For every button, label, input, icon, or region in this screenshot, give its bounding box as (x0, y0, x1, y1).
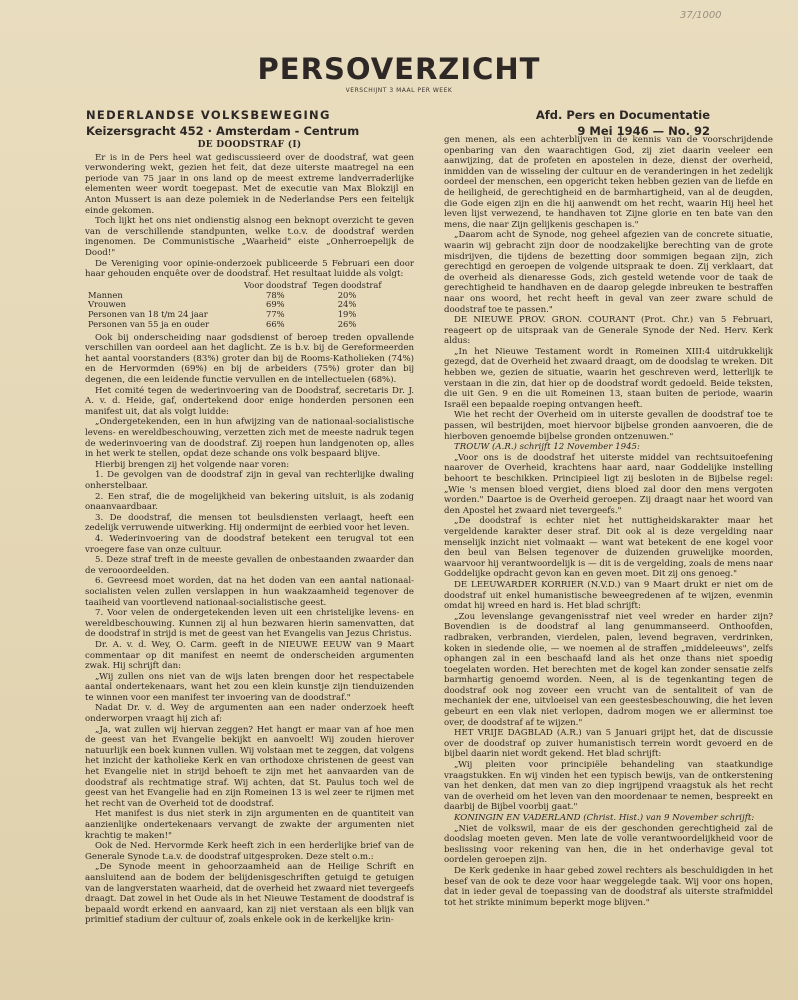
quote-paragraph: „Voor ons is de doodstraf het uiterste middel van rechtsuitoefening naarover de Overheid, krachtens haar aard, naar Goddelijke instelling behoort te beschikken. Principieel ligt zij besloten in de Bijbelse regel: „Wie 's mensen bloed vergiet, diens bloed zal door den mens vergoten worden." Daartoe is de Overheid geroepen. Zij draagt naar het woord van den Apostel het zwaard niet tevergeefs." (444, 452, 773, 516)
quote-paragraph: „Ondergetekenden, een in hun afwijzing van de nationaal-socialistische levens- en wereldbeschouwing, verzetten zich met de meeste nadruk tegen de wederinvoering van de doodstraf. Zij roepen hun landgenoten op, alles in het werk te stellen, opdat deze schande ons volk bespaard blijve. (85, 417, 414, 460)
list-item: 3. De doodstraf, die mensen tot beulsdiensten verlaagt, heeft een zedelijk verruwende uitwerking. Hij ondermijnt de eerbied voor het leven. (85, 512, 414, 534)
paragraph: Het comité tegen de wederinvoering van de Doodstraf, secretaris Dr. J. A. v. d. Heide, gaf, ondertekend door enige honderden personen een manifest uit, dat als volgt luidde: (85, 385, 414, 417)
article-title: DE DOODSTRAF (I) (197, 140, 302, 150)
poll-label: Personen van 18 t/m 24 jaar (88, 309, 208, 320)
poll-against: 19% (337, 309, 357, 320)
poll-label: Mannen (88, 289, 123, 300)
paragraph: De Kerk gedenke in haar gebed zowel rechters als beschuldigden in het besef van de ook te deze voor haar weggelegde taak. Wij voor ons hopen, dat in ieder geval de toepassing van de doodstraf als uiterste strafmiddel tot het strikte minimum beperkt moge blijven." (444, 865, 773, 908)
masthead-title: PERSOVERZICHT (257, 52, 541, 86)
quote-paragraph: „Zou levenslange gevangenisstraf niet veel wreder en harder zijn? Bovendien is de doodstraf al lang genummanseerd. Onthoofden, radbraken, verbranden, vierdelen, palen, levend begraven, verdrinken, koken in siedende olie, — we noemen al de straffen „middeleeuws", zelfs ophangen zal in een beschaafd land als het onze thans niet spoedig toegelaten worden. Het berechten met de kogel kan zonder sensatie zelfs barmhartig genoemd worden. Neen, al is de tegenkanting tegen de doodstraf ook nog zoveer een vrucht van de sentaliteit of van de mechaniek der ene, uitvloeisel van een geestesbeschouwing, die het leven gebeurt en een vlak niet verlopen, dadrom mogen we er allerminst toe over, de doodstraf af te wijzen." (444, 611, 773, 728)
paragraph: gen menen, als een achterblijven in de kennis van de voorschrijdende openbaring van den waarachtigen God, zij ziet daarin veeleer een aanwijzing, dat de profeten en apostelen in deze, dienst der overheid, inmidden van de wisseling der cultuur en de veranderingen in het zedelijk oordeel der menschen, een opgericht teken hebben gezien van de liefde en de heiligheid, de gerechtigheid en de barmhartigheid, van al de deugden, die Gode eigen zijn en die hij aanwendt om het recht, waarin Hij heel het leven lijst verwezend, te handhaven tot Zijne glorie en ten bate van den mens, die naar Zijn gelijkenis geschapen is." (444, 135, 773, 230)
paragraph: Ook de Ned. Hervormde Kerk heeft zich in een herderlijke brief van de Generale Synode t.a.v. de doodstraf uitgesproken. Deze stelt o.m.: (85, 841, 414, 862)
organization-block (86, 107, 359, 139)
poll-table (85, 281, 384, 330)
quote-paragraph: „Ja, wat zullen wij hiervan zeggen? Het hangt er maar van af hoe men de geest van het Evangelie bekijkt en aanvoelt! Wij zouden hierover natuurlijk een boek kunnen vullen. Wij volstaan met te zeggen, dat volgens het inzicht der katholieke Kerk en van orthodoxe christenen de geest van het Evangelie niet in strijd behoeft te zijn met het aanvaarden van de doodstraf als rechtmatige straf. Wij achten, dat St. Paulus toch wel de geest van het Evangelie had en zijn Romeinen 13 is wel zeer te rijmen met het recht van de Overheid tot de doodstraf. (85, 724, 414, 809)
list-item: 6. Gevreesd moet worden, dat na het doden van een aantal nationaal-socialisten velen zullen verslappen in hun waakzaamheid tegenover de taaiheid van voortlevend nationaal-socialistische geest. (85, 576, 414, 608)
paragraph: Ook bij onderscheiding naar godsdienst of beroep treden opvallende verschillen van oordeel aan het daglicht. Ze is b.v. bij de Gereformeerden het aantal voorstanders (83%) groter dan bij de Rooms-Katholieken (74%) en de Hervormden (69%) en bij de arbeiders (75%) groter dan bij degenen, die een leidende functie vervullen en de intellectuelen (68%). (85, 332, 414, 386)
quote-paragraph: „De doodstraf is echter niet het nuttigheidskarakter maar het vergeldende karakter deser straf. Dit ook al is deze vergelding naar menselijk inzicht niet volmaakt — want wat betekent de ene kogel voor den beul van Belsen tegenover de duizenden gruwelijke moorden, waarvoor hij verantwoordelijk is — dit is de vergelding, zoals de mens naar Goddelijke opdracht gevon kan en geven moet. Dit zij ons genoeg." (444, 516, 773, 580)
list-item: 2. Een straf, die de mogelijkheid van bekering uitsluit, is als zodanig onaanvaardbaar. (85, 491, 414, 513)
quote-paragraph: „Wij zullen ons niet van de wijs laten brengen door het respectabele aantal ondertekenaars, want het zou een klein kunstje zijn tienduizenden te winnen voor een manifest ter invoering van de doodstraf." (85, 671, 414, 703)
source-paragraph: DE LEEUWARDER KORRIER (N.V.D.) van 9 Maart drukt er niet om de doodstraf uit enkel humanistische beweegredenen af te wijzen, evenmin omdat hij wreed en hard is. Het blad schrijft: (444, 579, 773, 612)
department-name: Afd. Pers en Documentatie (535, 108, 710, 122)
poll-label: Personen van 55 ja en ouder (88, 318, 210, 329)
quote-paragraph: „In het Nieuwe Testament wordt in Romeinen XIII:4 uitdrukkelijk gezegd, dat de Overheid het zwaard draagt, om de doodslag te wreken. Dit hebben we, gezien de situatie, waarin het geschreven werd, letterlijk te verstaan in die zin, dat hier op de doodstraf wordt gedoeld. Beide teksten, die uit Gen. 9 en die uit Romeinen 13, staan buiten de periode, waarin Israël een bepaalde roeping ontvangen heeft. (444, 346, 773, 410)
quote-paragraph: „Wij pleiten voor principiële behandeling van staatkundige vraagstukken. En wij vinden het een typisch bewijs, van de ontkerstening van het denken, dat men van zo diep ingrijpend vraagstuk als het recht van de overheid om het leven van den moordenaar te nemen, bespreekt en daarbij de Bijbel voorbij gaat." (444, 760, 773, 813)
paragraph: Er is in de Pers heel wat gediscussieerd over de doodstraf, wat geen verwondering wekt, gezien het feit, dat deze uiterste maatregel na een periode van 75 jaar in ons land op de meest extreme landverraderlijke elementen weer wordt toegepast. Met de executie van Max Blokzijl en Anton Mussert is aan deze polemiek in de Nederlandse Pers een feitelijk einde gekomen. (85, 152, 414, 216)
organization-address: Keizersgracht 452 · Amsterdam - Centrum (86, 124, 360, 138)
right-column (444, 135, 773, 908)
poll-against: 26% (337, 318, 357, 329)
poll-for: 66% (265, 318, 285, 329)
poll-against: 20% (337, 289, 357, 300)
paragraph: Dr. A. v. d. Wey, O. Carm. geeft in de NIEUWE EEUW van 9 Maart commentaar op dit manifest en neemt de onderscheiden argumenten zwak. Hij schrijft dan: (85, 639, 414, 672)
poll-col-against: Tegen doodstraf (312, 279, 382, 290)
list-item: 4. Wederinvoering van de doodstraf betekent een terugval tot een vroegere fase van onze cultuur. (85, 533, 414, 555)
organization-name: NEDERLANDSE VOLKSBEWEGING (86, 108, 331, 122)
poll-col-for: Voor doodstraf (244, 279, 307, 290)
list-item: 7. Voor velen de ondergetekenden leven uit een christelijke levens- en wereldbeschouwing. Kunnen zij al hun bezwaren hierin samenvatten, dat de doodstraf in strijd is met de geest van het Evangelis van Jezus Christus. (85, 608, 414, 640)
paragraph: Toch lijkt het ons niet ondienstig alsnog een beknopt overzicht te geven van de verschillende standpunten, welke t.o.v. de doodstraf werden ingenomen. De Communistische „Waarheid" eiste „Onherroepelijk de Dood!" (85, 216, 414, 258)
quote-paragraph: „Daarom acht de Synode, nog geheel afgezien van de concrete situatie, waarin wij gebracht zijn door de noodzakelijke berechting van de grote misdrijven, die tijdens de bezetting door sommigen begaan zijn, zich gerechtigd en geroepen de volgende uitspraak te doen. Zij verklaart, dat de overheid als dienaresse Gods, zich gesteld wetende voor de taak de gerechtigheid te handhaven en de daarop gelegde inbreuken te bestraffen naar ons woord, het recht heeft in geval van zeer zware schuld de doodstraf toe te passen." (444, 230, 773, 315)
list-item: 1. De gevolgen van de doodstraf zijn in geval van rechterlijke dwaling onherstelbaar. (85, 470, 414, 492)
paragraph: Het manifest is dus niet sterk in zijn argumenten en de quantiteit van aanzienlijke ondertekenaars vervangt de zwakte der argumenten niet krachtig te maken!" (85, 809, 414, 841)
paragraph: Nadat Dr. v. d. Wey de argumenten aan een nader onderzoek heeft onderworpen vraagt hij zich af: (85, 703, 414, 725)
source-paragraph: DE NIEUWE PROV. GRON. COURANT (Prot. Chr.) van 5 Februari, reageert op de uitspraak van de Generale Synode der Ned. Herv. Kerk aldus: (444, 315, 773, 347)
poll-for: 78% (265, 289, 285, 300)
quote-paragraph: „De Synode meent in gehoorzaamheid aan de Heilige Schrift en aansluitend aan de bodem der belijdenisgeschriften getuigd te getuigen van de langverstaten waarheid, dat de overheid het zwaard niet tevergeefs draagt. Dat zowel in het Oude als in het Nieuwe Testament de doodstraf is bepaald wordt erkend en aanvaard, kan zij niet verstaan als een blijk van primitief stadium der cultuur of, zoals enkele ook in de kerkelijke krin- (85, 862, 414, 926)
paragraph: De Vereniging voor opinie-onderzoek publiceerde 5 Februari een door haar gehouden enquête over de doodstraf. Het resultaat luidde als volgt: (85, 258, 414, 280)
source-paragraph: KONINGIN EN VADERLAND (Christ. Hist.) van 9 November schrijft: (454, 813, 755, 823)
source-paragraph: TROUW (A.R.) schrijft 12 November 1945: (454, 442, 640, 453)
poll-for: 69% (265, 299, 285, 310)
poll-row (85, 320, 384, 330)
paragraph: Hierbij brengen zij het volgende naar voren: (95, 459, 290, 470)
source-paragraph: HET VRIJE DAGBLAD (A.R.) van 5 Januari grijpt het, dat de discussie over de doodstraf op zuiver humanistisch terrein wordt gevoerd en de bijbel daarin niet wordt gekend. Het blad schrijft: (444, 728, 773, 760)
masthead (0, 52, 798, 94)
pencil-annotation: 37/1000 (680, 10, 722, 21)
poll-against: 24% (337, 299, 357, 310)
left-column (85, 139, 414, 926)
list-item: 5. Deze straf treft in de meeste gevallen de onbestaanden zwaarder dan de verooordeelden. (85, 555, 414, 576)
poll-label: Vrouwen (88, 299, 127, 310)
quote-paragraph: „Niet de volkswil, maar de eis der geschonden gerechtigheid zal de doodslag moeten geven. Men late de volle verantwoordelijkheid voor de beslissing voor rekening van hen, die in het onderhavige geval tot oordelen geroepen zijn. (444, 823, 773, 866)
poll-for: 77% (265, 309, 285, 320)
paragraph: Wie het recht der Overheid om in uiterste gevallen de doodstraf toe te passen, wil bestrijden, moet hiervoor bijbelse gronden aanvoeren, die de hierboven genoemde bijbelse gronden ontzenuwen." (444, 410, 773, 442)
masthead-subtitle: VERSCHIJNT 3 MAAL PER WEEK (345, 87, 453, 94)
issue-info: 9 Mei 1946 — No. 92 (577, 124, 710, 138)
